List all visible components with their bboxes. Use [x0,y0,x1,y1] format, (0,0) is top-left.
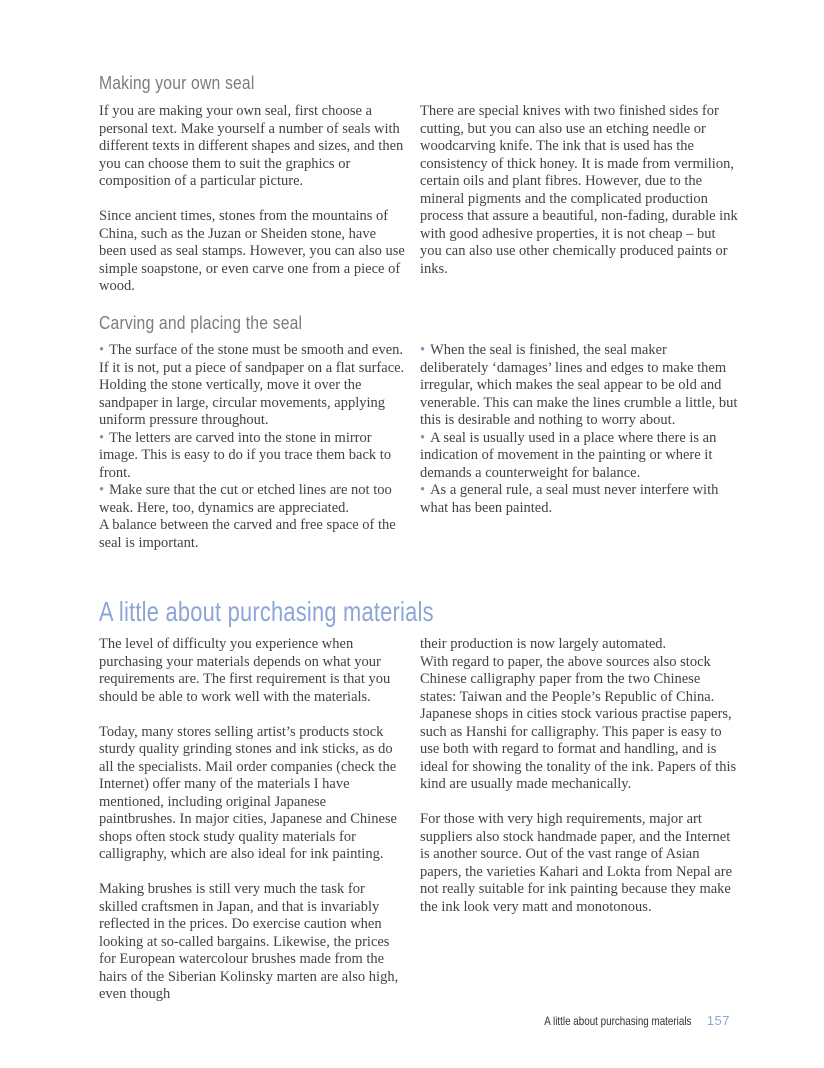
bullet-item [420,342,738,430]
making-right-column [420,103,738,296]
page-footer [512,1013,730,1029]
bullet-item [420,430,738,483]
section-heading-carving-and-placing [99,313,338,332]
bullet-icon: • [420,482,426,498]
bullet-item [99,430,405,483]
section-purchasing-columns [99,636,738,1004]
bullet-icon: • [99,342,105,358]
paragraph: Today, many stores selling artist’s products stock sturdy quality grinding stones and ink sticks, as do all the specialists. Mail order companies (check the Internet) offer many of the materials I have mentioned, including original Japanese paintbrushes. In major cities, Japanese and Chinese shops often stock study quality materials for calligraphy, which are also ideal for ink painting. [99,723,397,862]
section-making-columns [99,103,738,296]
bullet-icon: • [99,429,105,446]
bullet-icon: • [420,342,426,358]
footer-section-title: A little about purchasing materials [544,1014,692,1028]
purchasing-left-column [99,636,405,1004]
bullet-icon: • [99,482,105,498]
bullet-item [420,482,738,517]
bullet-text: As a general rule, a seal must never interfere with what has been painted. [420,482,719,516]
purchasing-right-column [420,636,738,1004]
paragraph [420,636,738,794]
page-number: 157 [706,1013,730,1028]
paragraph: Making brushes is still very much the task for skilled craftsmen in Japan, and that is invariably reflected in the prices. Do exercise caution when looking at so-called bargains. Likewise, the prices for European watercolour brushes made from the hairs of the Siberian Kolinsky marten are also high, even though [99,881,399,1002]
carving-right-column [420,342,738,552]
bullet-icon: • [420,429,426,446]
bullet-text: Make sure that the cut or etched lines are not too weak. Here, too, dynamics are appreciated. [99,482,392,516]
section-heading-text: Making your own seal [99,72,255,93]
section-heading-text: Carving and placing the seal [99,312,303,333]
section-heading-making-your-own-seal [99,73,282,92]
runover-line: their production is now largely automated. [420,636,667,652]
paragraph: Since ancient times, stones from the mountains of China, such as the Juzan or Sheiden stone, have been used as seal stamps. However, you can also use simple soapstone, or even carve one from a piece of wood. [99,208,405,294]
paragraph: For those with very high requirements, major art suppliers also stock handmade paper, and the Internet is another source. Out of the vast range of Asian papers, the varieties Kahari and Lokta from Nepal are not really suitable for ink painting because they make the ink look very matt and monotonous. [420,811,733,915]
paragraph: If you are making your own seal, first choose a personal text. Make yourself a number of seals with different texts in different shapes and sizes, and then you can choose them to suit the graphics or composition of a particular picture. [99,103,404,189]
bullet-note: A balance between the carved and free space of the seal is important. [99,517,396,551]
paragraph-text: With regard to paper, the above sources also stock Chinese calligraphy paper from the two Chinese states: Taiwan and the People’s Republic of China. Japanese shops in cities stock various practise papers, such as Hanshi for calligraphy. This paper is easy to use both with regard to format and handling, and is ideal for showing the tonality of the ink. Papers of this kind are usually made mechanically. [420,653,737,792]
bullet-text: When the seal is finished, the seal maker deliberately ‘damages’ lines and edges to make them irregular, which makes the seal appear to be old and venerable. This can make the lines crumble a little, but this is desirable and nothing to worry about. [420,342,738,428]
making-left-column [99,103,405,296]
paragraph: The level of difficulty you experience when purchasing your materials depends on what your requirements are. The first requirement is that you should be able to work well with the materials. [99,636,391,705]
bullet-text: The surface of the stone must be smooth and even. If it is not, put a piece of sandpaper on a flat surface. Holding the stone vertically, move it over the sandpaper in large, circular movements, applying uniform pressure throughout. [99,342,405,428]
bullet-text: A seal is usually used in a place where there is an indication of movement in the painting or where it demands a counterweight for balance. [420,429,717,481]
bullet-text: The letters are carved into the stone in mirror image. This is easy to do if you trace them back to front. [99,429,392,481]
section-carving-columns [99,342,738,552]
paragraph: There are special knives with two finished sides for cutting, but you can also use an etching needle or woodcarving knife. The ink that is used has the consistency of thick honey. It is made from vermilion, certain oils and plant fibres. However, due to the mineral pigments and the complicated production process that assure a beautiful, non-fading, durable ink with good adhesive properties, it is not cheap – but you can also use other chemically produced paints or inks. [420,103,738,277]
bullet-item [99,482,405,552]
carving-left-column [99,342,405,552]
chapter-heading-purchasing-materials [99,597,528,626]
chapter-heading-text: A little about purchasing materials [99,596,434,627]
bullet-item [99,342,405,430]
